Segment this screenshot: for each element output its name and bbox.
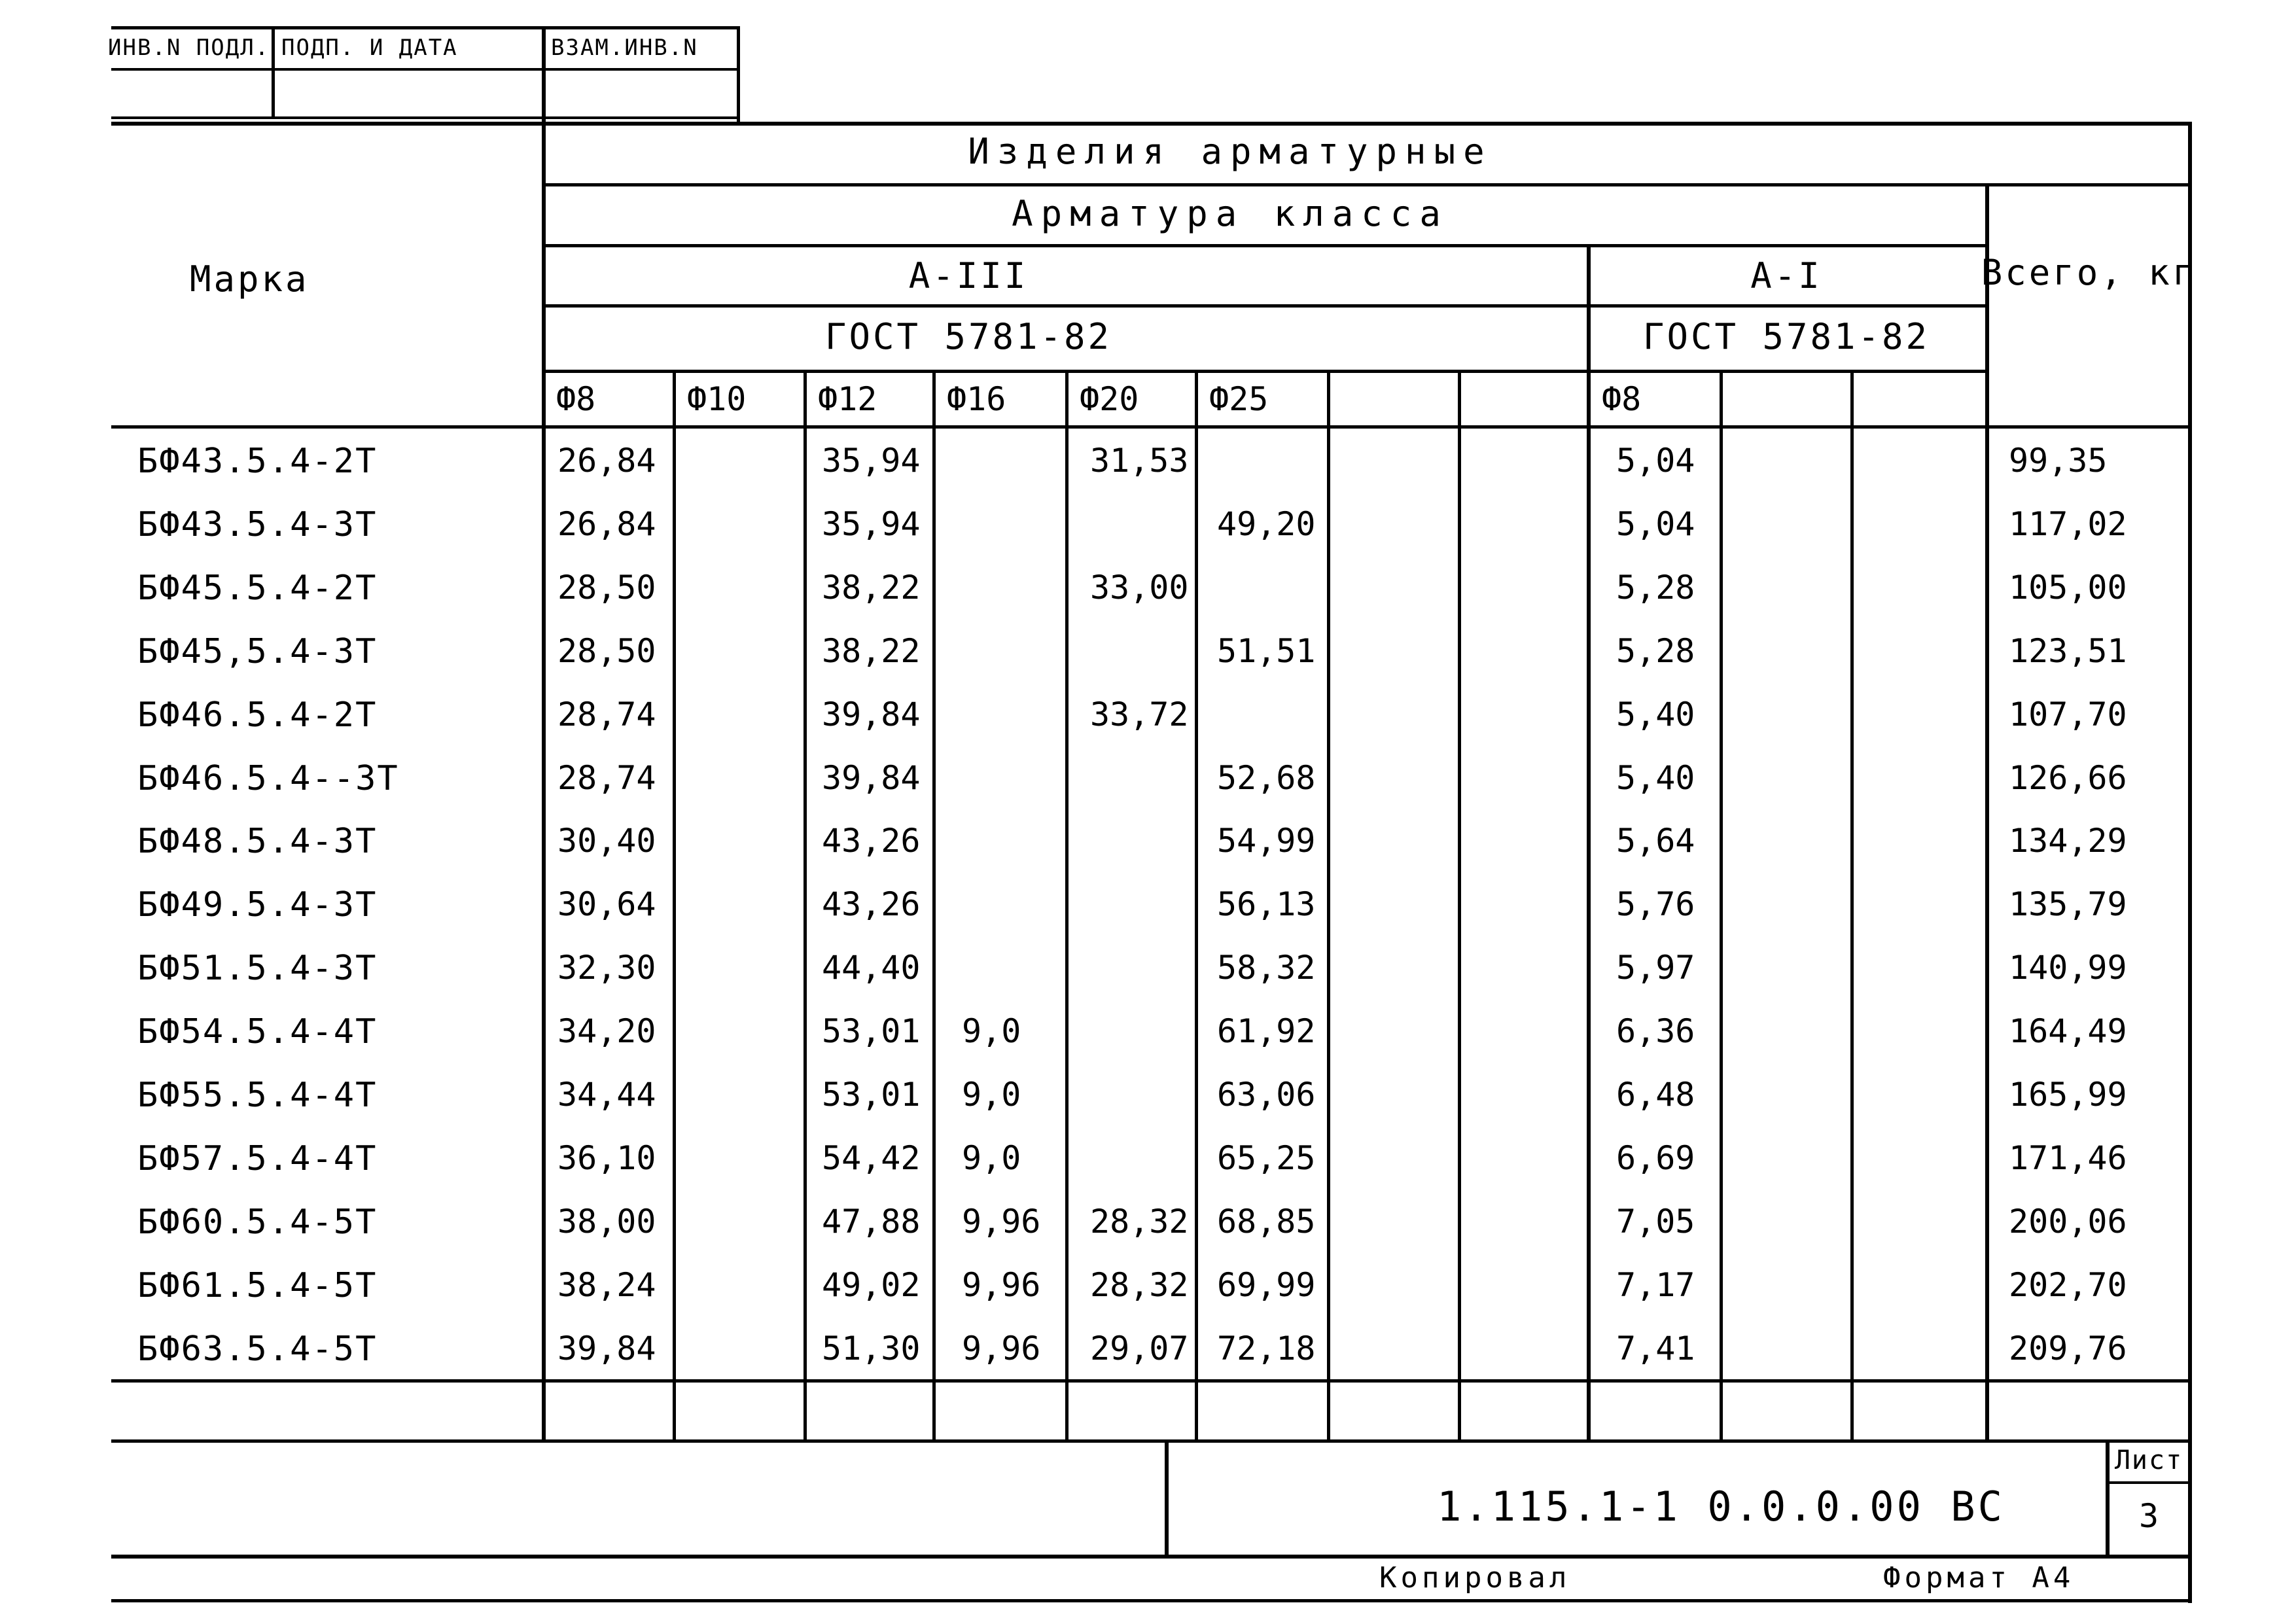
cell-a3-d8: 34,44 [557,1076,656,1114]
row-mark: БФ43.5.4-2Т [137,442,378,481]
diameter-header: Ф16 [947,380,1006,418]
diameter-header: Ф12 [818,380,877,418]
cell-a3-d8: 39,84 [557,1329,656,1367]
row-mark: БФ45.5.4-2Т [137,568,378,608]
class-title: Арматура класса [1012,193,1449,234]
row-mark: БФ60.5.4-5Т [137,1202,378,1242]
cell-a1-d8: 7,05 [1616,1202,1695,1241]
cell-total: 135,79 [2009,885,2127,924]
cell-a3-d16: 9,0 [962,1012,1021,1051]
cell-a3-d25: 54,99 [1217,822,1316,860]
row-mark: БФ49.5.4-3Т [137,885,378,925]
marka-header: Марка [190,258,309,300]
cell-a3-d25: 63,06 [1217,1076,1316,1114]
cell-a1-d8: 6,48 [1616,1076,1695,1114]
cell-a1-d8: 5,64 [1616,822,1695,860]
cell-a3-d8: 34,20 [557,1012,656,1051]
cell-a3-d8: 26,84 [557,504,656,543]
diameter-header: Ф20 [1080,380,1139,418]
format-label: Формат А4 [1883,1561,2075,1595]
cell-a3-d8: 28,50 [557,631,656,670]
row-mark: БФ46.5.4-2Т [137,695,378,735]
row-mark: БФ46.5.4--3Т [137,758,399,798]
cell-a1-d8: 5,04 [1616,504,1695,543]
diameter-header: Ф8 [556,380,596,418]
cell-a1-d8: 6,36 [1616,1012,1695,1051]
sheet-label: Лист [2114,1445,2183,1475]
row-mark: БФ55.5.4-4Т [137,1076,378,1115]
row-mark: БФ45,5.4-3Т [137,631,378,671]
cell-a3-d25: 69,99 [1217,1265,1316,1304]
gost-a1: ГОСТ 5781-82 [1642,316,1930,357]
stamp-inv-podl: ИНВ.N ПОДЛ. [108,35,270,61]
cell-a3-d12: 53,01 [822,1076,921,1114]
cell-a3-d12: 39,84 [822,758,921,797]
cell-a3-d8: 36,10 [557,1138,656,1177]
cell-a3-d20: 29,07 [1090,1329,1189,1367]
row-mark: БФ61.5.4-5Т [137,1265,378,1305]
cell-a3-d12: 49,02 [822,1265,921,1304]
row-mark: БФ63.5.4-5Т [137,1329,378,1369]
cell-a3-d16: 9,96 [962,1202,1041,1241]
cell-total: 164,49 [2009,1012,2127,1051]
cell-a3-d12: 54,42 [822,1138,921,1177]
cell-a1-d8: 5,28 [1616,568,1695,607]
cell-a3-d25: 52,68 [1217,758,1316,797]
cell-total: 134,29 [2009,822,2127,860]
gost-a3: ГОСТ 5781-82 [824,316,1112,357]
total-header: Всего, кг [1981,252,2197,293]
cell-total: 126,66 [2009,758,2127,797]
cell-a3-d8: 28,50 [557,568,656,607]
cell-a1-d8: 7,17 [1616,1265,1695,1304]
cell-a3-d25: 68,85 [1217,1202,1316,1241]
class-a1: А-I [1750,255,1822,296]
cell-a1-d8: 5,40 [1616,758,1695,797]
cell-total: 123,51 [2009,631,2127,670]
copied-label: Копировал [1379,1561,1571,1595]
stamp-vzam-inv: ВЗАМ.ИНВ.N [551,35,698,61]
cell-total: 140,99 [2009,949,2127,987]
cell-a3-d8: 30,40 [557,822,656,860]
cell-a3-d12: 44,40 [822,949,921,987]
cell-a3-d20: 28,32 [1090,1265,1189,1304]
cell-a3-d12: 43,26 [822,822,921,860]
cell-a1-d8: 5,97 [1616,949,1695,987]
cell-total: 171,46 [2009,1138,2127,1177]
cell-a3-d20: 33,72 [1090,695,1189,733]
cell-a3-d12: 35,94 [822,442,921,480]
document-code: 1.115.1-1 0.0.0.00 ВС [1437,1483,2005,1530]
cell-a3-d25: 65,25 [1217,1138,1316,1177]
stamp-podp-data: ПОДП. И ДАТА [281,35,458,61]
cell-a1-d8: 7,41 [1616,1329,1695,1367]
cell-a3-d8: 28,74 [557,758,656,797]
cell-a3-d12: 51,30 [822,1329,921,1367]
cell-a1-d8: 5,28 [1616,631,1695,670]
cell-a3-d12: 39,84 [822,695,921,733]
cell-a3-d8: 28,74 [557,695,656,733]
cell-a1-d8: 5,04 [1616,442,1695,480]
class-a3: А-III [908,255,1029,296]
cell-total: 117,02 [2009,504,2127,543]
row-mark: БФ51.5.4-3Т [137,949,378,989]
cell-total: 107,70 [2009,695,2127,733]
diameter-header: Ф25 [1209,380,1269,418]
row-mark: БФ57.5.4-4Т [137,1138,378,1178]
cell-total: 200,06 [2009,1202,2127,1241]
table-title: Изделия арматурные [968,131,1492,172]
cell-a3-d25: 49,20 [1217,504,1316,543]
row-mark: БФ43.5.4-3Т [137,504,378,544]
cell-a1-d8: 5,40 [1616,695,1695,733]
cell-a3-d16: 9,0 [962,1138,1021,1177]
diameter-header: Ф8 [1602,380,1642,418]
cell-a1-d8: 5,76 [1616,885,1695,924]
sheet-number: 3 [2138,1497,2159,1535]
cell-total: 209,76 [2009,1329,2127,1367]
cell-a1-d8: 6,69 [1616,1138,1695,1177]
diameter-header: Ф10 [687,380,747,418]
cell-total: 105,00 [2009,568,2127,607]
row-mark: БФ54.5.4-4Т [137,1012,378,1052]
cell-a3-d8: 26,84 [557,442,656,480]
cell-total: 99,35 [2009,442,2108,480]
cell-a3-d12: 38,22 [822,631,921,670]
cell-a3-d12: 43,26 [822,885,921,924]
cell-a3-d12: 35,94 [822,504,921,543]
cell-a3-d20: 33,00 [1090,568,1189,607]
cell-a3-d16: 9,96 [962,1265,1041,1304]
cell-a3-d25: 51,51 [1217,631,1316,670]
cell-a3-d25: 58,32 [1217,949,1316,987]
cell-a3-d20: 31,53 [1090,442,1189,480]
row-mark: БФ48.5.4-3Т [137,822,378,862]
cell-a3-d8: 32,30 [557,949,656,987]
cell-a3-d12: 53,01 [822,1012,921,1051]
cell-a3-d12: 38,22 [822,568,921,607]
cell-a3-d12: 47,88 [822,1202,921,1241]
cell-a3-d25: 56,13 [1217,885,1316,924]
cell-a3-d16: 9,0 [962,1076,1021,1114]
cell-a3-d8: 38,24 [557,1265,656,1304]
cell-a3-d16: 9,96 [962,1329,1041,1367]
cell-total: 165,99 [2009,1076,2127,1114]
cell-a3-d8: 30,64 [557,885,656,924]
cell-a3-d25: 61,92 [1217,1012,1316,1051]
cell-a3-d8: 38,00 [557,1202,656,1241]
cell-total: 202,70 [2009,1265,2127,1304]
cell-a3-d20: 28,32 [1090,1202,1189,1241]
cell-a3-d25: 72,18 [1217,1329,1316,1367]
